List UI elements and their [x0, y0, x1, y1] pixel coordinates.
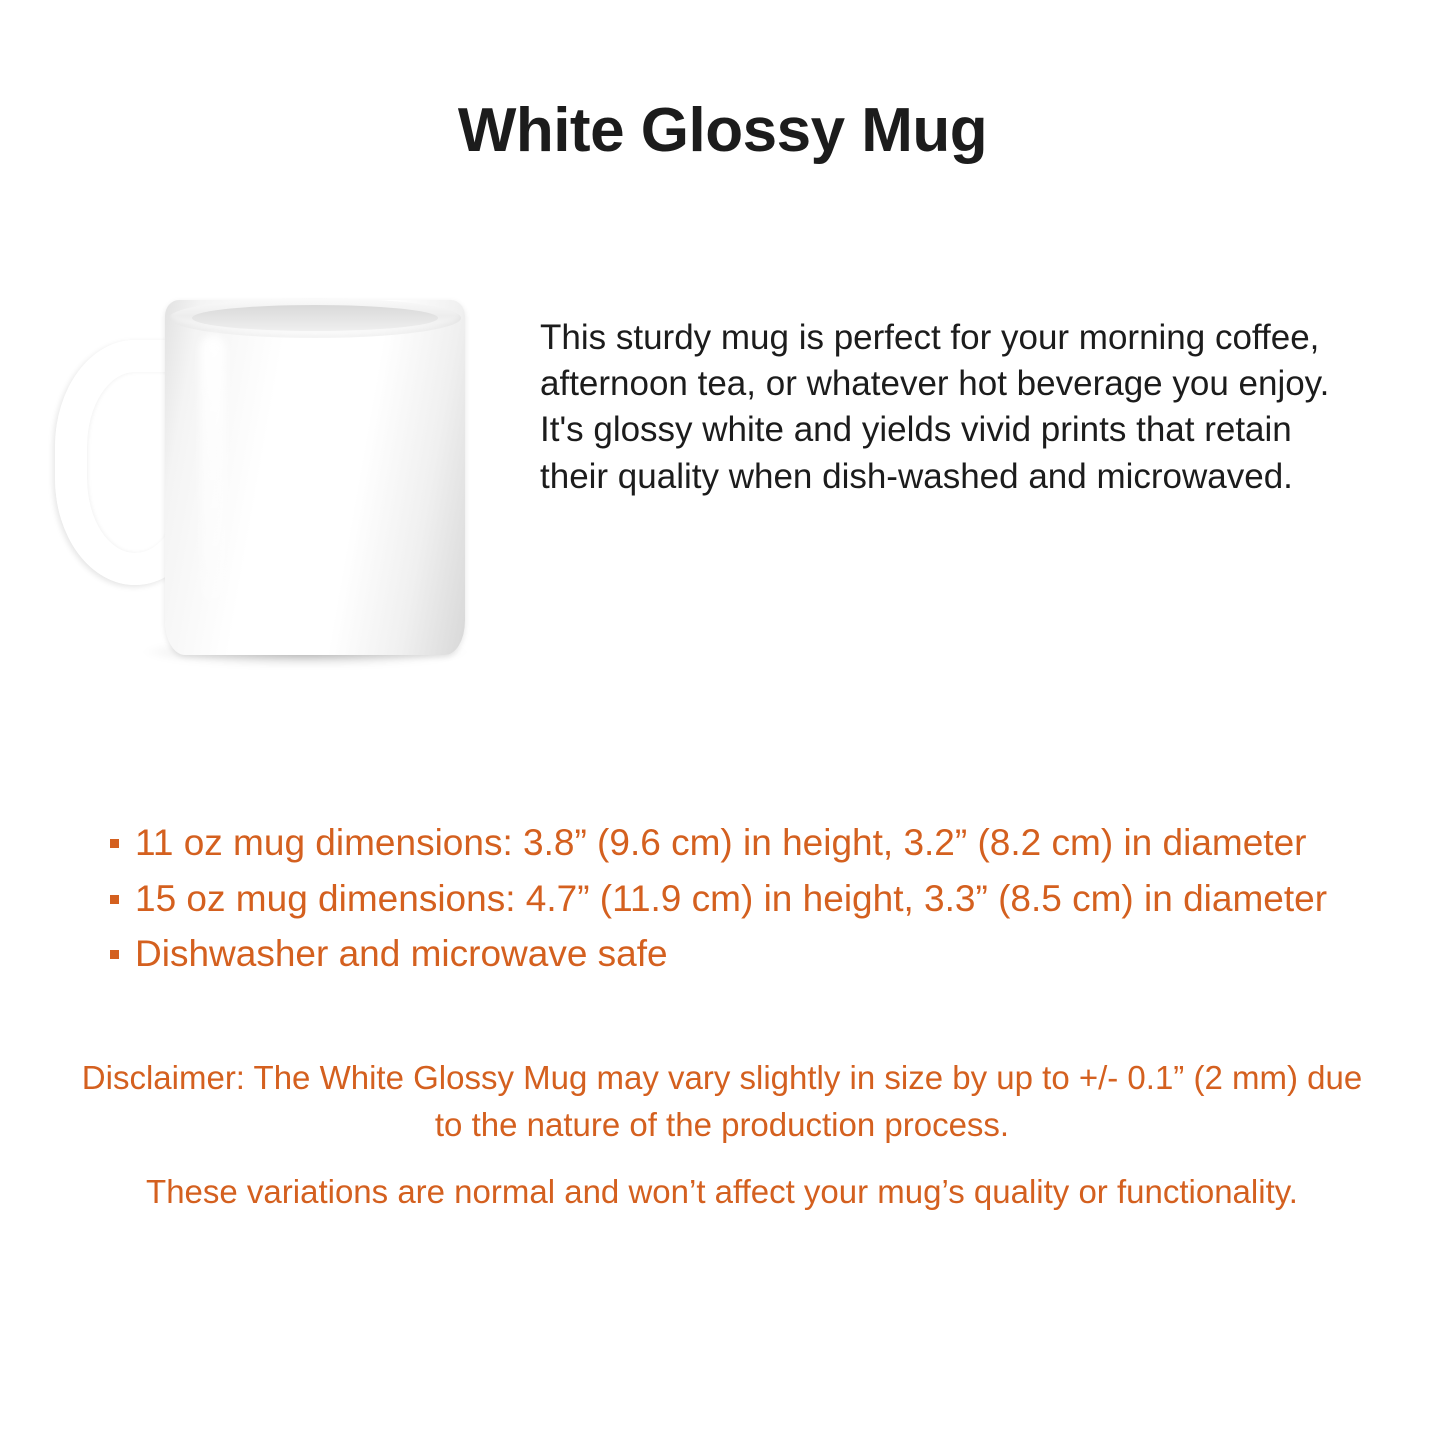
mug-highlight: [200, 335, 226, 605]
list-item: 11 oz mug dimensions: 3.8” (9.6 cm) in height, 3.2” (8.2 cm) in diameter: [105, 815, 1375, 871]
page-title: White Glossy Mug: [457, 96, 988, 165]
disclaimer: [72, 1055, 1372, 1216]
disclaimer-line-1: Disclaimer: The White Glossy Mug may vary slightly in size by up to +/- 0.1” (2 mm) due to the nature of the production process.: [81, 1059, 1363, 1143]
list-item: Dishwasher and microwave safe: [105, 926, 1375, 982]
disclaimer-line-2: These variations are normal and won’t affect your mug’s quality or functionality.: [146, 1172, 1298, 1210]
mug-rim-inner: [192, 305, 438, 331]
feature-list: [105, 815, 1375, 982]
list-item: 15 oz mug dimensions: 4.7” (11.9 cm) in height, 3.3” (8.5 cm) in diameter: [105, 871, 1375, 927]
product-description: This sturdy mug is perfect for your morning coffee, afternoon tea, or whatever hot beverage you enjoy. It's glossy white and yields vivid prints that retain their quality when dish-washed and microwaved.: [540, 318, 1330, 496]
product-image: [20, 265, 500, 705]
